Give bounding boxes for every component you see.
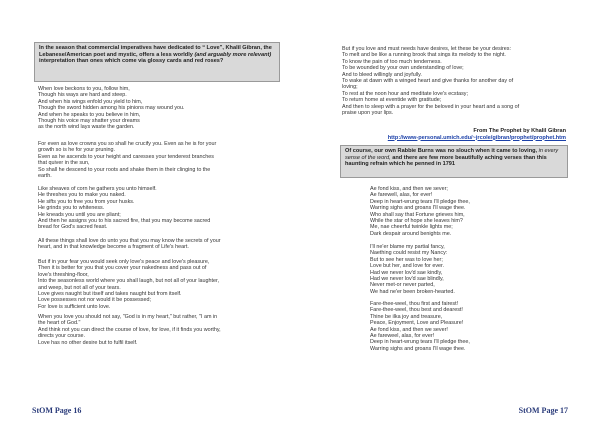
verse-line: To rest at the noon hour and meditate love's ecstasy;: [342, 90, 468, 97]
left-stanza: [38, 86, 185, 131]
verse-line: Had we never lov'd sae blindly,: [370, 276, 444, 283]
burns-intro-box: [340, 145, 568, 178]
verse-line: heart, and in that knowledge become a fragment of Life's heart.: [38, 244, 189, 251]
verse-line: Though his ways are hard and steep.: [38, 92, 127, 99]
verse-line: And then to sleep with a prayer for the beloved in your heart and a song of: [342, 103, 520, 110]
verse-line: love's threshing-floor,: [38, 271, 89, 278]
verse-line: earth.: [38, 173, 52, 180]
verse-line: Love possesses not nor would it be possessed;: [38, 297, 151, 304]
verse-line: Love has no other desire but to fulfil itself.: [38, 339, 138, 346]
burns-stanza: [370, 301, 470, 352]
verse-line: And think not you can direct the course of love, for love, if it finds you worthy,: [38, 326, 221, 333]
right-page: [300, 0, 600, 424]
verse-line: Deep in heart-wrung tears I'll pledge thee,: [370, 198, 470, 205]
verse-line: So shall he descend to your roots and shake them in their clinging to the: [38, 166, 211, 173]
verse-line: For love is sufficient unto love.: [38, 303, 111, 310]
left-stanza: [38, 238, 220, 251]
verse-line: Warring sighs and groans I'll wage thee.: [370, 345, 466, 352]
burns-intro-text: Of course, our own Rabbie Burns was no slouch when it came to loving,: [345, 148, 539, 154]
verse-line: Fare-thee-weel, thou best and dearest!: [370, 307, 463, 314]
left-stanza: [38, 186, 210, 231]
verse-line: bread for God's sacred feast.: [38, 224, 108, 231]
gibran-intro-box: [34, 42, 280, 82]
verse-line: But if in your fear you would seek only love's peace and love's pleasure,: [38, 259, 210, 265]
verse-line: And then he assigns you to his sacred fire, that you may become sacred: [38, 218, 211, 225]
verse-line: growth so is he for your pruning.: [38, 147, 116, 154]
verse-line: To know the pain of too much tenderness.: [342, 58, 442, 65]
verse-line: Even as he ascends to your height and caresses your tenderest branches: [38, 153, 214, 160]
verse-line: Peace, Enjoyment, Love and Pleasure!: [370, 320, 464, 327]
verse-line: Warring sighs and groans I'll wage thee.: [370, 205, 466, 212]
source-link[interactable]: http://www-personal.umich.edu/~jrcole/gibran/prophet/prophet.htm: [387, 134, 566, 141]
burns-intro-text-end: and there are few more beautifully aching verses than this haunting refrain which he penned in 1791: [345, 154, 547, 167]
verse-line: Love gives naught but itself and takes naught but from itself.: [38, 291, 182, 298]
verse-line: loving;: [342, 84, 358, 91]
verse-line: Ae farewell, alas, for ever!: [370, 192, 433, 199]
verse-line: and weep, but not all of your tears.: [38, 284, 121, 291]
verse-line: He threshes you to make you naked.: [38, 192, 126, 199]
verse-line: Fare-thee-weel, thou first and fairest!: [370, 301, 459, 307]
verse-line: directs your course.: [38, 333, 86, 340]
verse-line: the heart of God.": [38, 320, 81, 327]
verse-line: that quiver in the sun,: [38, 160, 90, 167]
verse-line: Naething could resist my Nancy:: [370, 250, 448, 257]
verse-line: For even as love crowns you so shall he crucify you. Even as he is for your: [38, 141, 217, 147]
verse-line: And when he speaks to you believe in him,: [38, 111, 141, 118]
verse-line: While the star of hope she leaves him?: [370, 218, 463, 225]
gibran-intro-italic: (and arguably more relevant): [194, 51, 272, 58]
verse-line: He grinds you to whiteness.: [38, 205, 105, 212]
verse-line: To return home at eventide with gratitude;: [342, 97, 442, 104]
verse-line: He sifts you to free you from your husks.: [38, 198, 135, 205]
verse-line: Into the seasonless world where you shall laugh, but not all of your laughter,: [38, 278, 219, 285]
verse-line: To wake at dawn with a winged heart and give thanks for another day of: [342, 78, 514, 85]
verse-line: Ae fond kiss, and then we sever;: [370, 186, 448, 192]
left-stanza: [38, 314, 221, 346]
left-stanza: [38, 141, 216, 179]
verse-line: And to bleed willingly and joyfully.: [342, 71, 422, 78]
verse-line: But if you love and must needs have desires, let these be your desires:: [342, 46, 512, 52]
verse-line: He kneads you until you are pliant;: [38, 211, 121, 218]
left-stanza: [38, 259, 219, 310]
burns-intro-italic: in every sense of the word,: [345, 148, 559, 161]
page-number-left: StOM Page 16: [32, 406, 82, 415]
verse-line: Ae fareweel, alas, for ever!: [370, 333, 435, 340]
gibran-intro-text: In the season that commercial imperatives have dedicated to “ Love”, Khalil Gibran, the Lebanese/American poet and mystic, offers a less worldly: [39, 45, 272, 58]
source-title: From The Prophet by Khalil Gibran: [473, 128, 566, 134]
verse-line: We had ne'er been broken-hearted.: [370, 288, 455, 295]
verse-line: When you love you should not say, "God is in my heart," but rather, "I am in: [38, 314, 218, 320]
verse-line: But to see her was to love her;: [370, 256, 443, 263]
verse-line: Deep in heart-wrung tears I'll pledge thee,: [370, 339, 470, 346]
verse-line: Thine be ilka joy and treasure,: [370, 313, 443, 320]
verse-line: Though his voice may shatter your dreams: [38, 118, 140, 125]
verse-line: Then it is better for you that you cover your nakedness and pass out of: [38, 265, 207, 272]
gibran-stanza: [342, 46, 519, 116]
burns-stanza: [370, 186, 470, 237]
gibran-intro-text-end: interpretation than ones which come via glossy cards and red roses?: [39, 58, 224, 64]
verse-line: Like sheaves of corn he gathers you unto himself.: [38, 186, 157, 192]
verse-line: To melt and be like a running brook that sings its melody to the night.: [342, 52, 506, 59]
verse-line: Love but her, and love for ever.: [370, 263, 445, 270]
verse-line: praise upon your lips.: [342, 110, 394, 117]
verse-line: Had we never lov'd sae kindly,: [370, 269, 443, 276]
attribution: [388, 128, 566, 141]
verse-line: I'll ne'er blame my partial fancy,: [370, 244, 445, 250]
verse-line: Ae fond kiss, and then we sever!: [370, 326, 448, 333]
page-number-right: StOM Page 17: [518, 406, 568, 415]
burns-stanza: [370, 244, 455, 295]
verse-line: Who shall say that Fortune grieves him,: [370, 211, 465, 218]
verse-line: All these things shall love do unto you that you may know the secrets of your: [38, 238, 221, 244]
verse-line: And when his wings enfold you yield to him,: [38, 98, 143, 105]
verse-line: Never met-or never parted,: [370, 282, 435, 289]
verse-line: When love beckons to you, follow him,: [38, 86, 130, 92]
verse-line: To be wounded by your own understanding of love;: [342, 65, 464, 72]
verse-line: Me, nae cheerful twinkle lights me;: [370, 224, 453, 231]
verse-line: as the north wind lays waste the garden.: [38, 124, 135, 131]
verse-line: Dark despair around benights me.: [370, 230, 452, 237]
verse-line: Though the sword hidden among his pinions may wound you.: [38, 105, 185, 112]
